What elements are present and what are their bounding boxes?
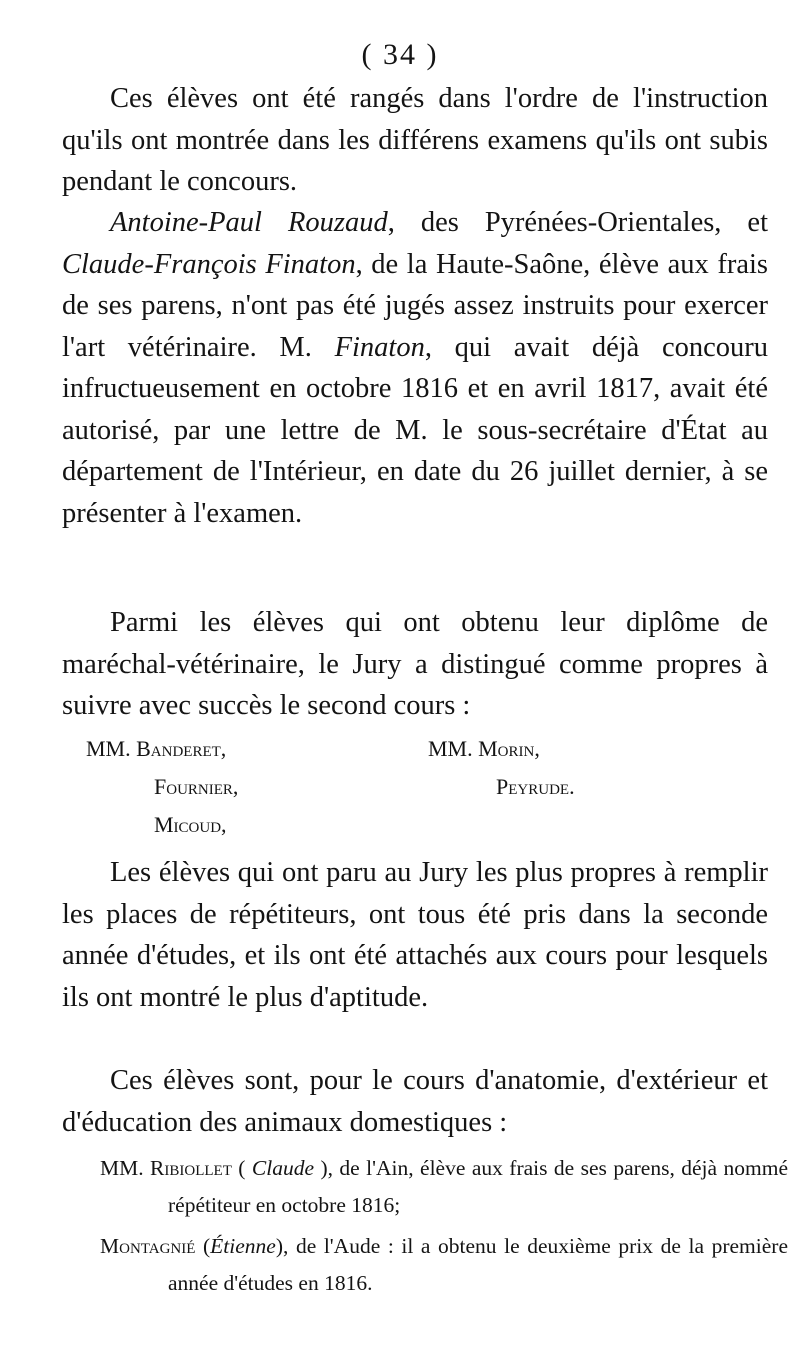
name-morin: MM. Morin, (428, 736, 540, 761)
name-micoud: Micoud, (154, 812, 227, 837)
list-item: Montagnié (Étienne), de l'Aude : il a obtenu le deuxième prix de la première année d'études en 1816. (100, 1234, 788, 1295)
paragraph-1-text: Ces élèves ont été rangés dans l'ordre de l'instruction qu'ils ont montrée dans les différens examens qu'ils ont subis pendant le concours. (62, 83, 768, 197)
name-peyrude: Peyrude. (496, 774, 575, 799)
list-item: MM. Ribiollet ( Claude ), de l'Ain, élève aux frais de ses parens, déjà nommé répétiteur en octobre 1816; (100, 1156, 788, 1217)
paragraph-2-part-1: , des Pyrénées-Orientales, et (387, 207, 768, 238)
paragraph-3-text: Parmi les élèves qui ont obtenu leur diplôme de maréchal-vétérinaire, le Jury a distingué comme propres à suivre avec succès le second cours : (62, 607, 768, 721)
page-number: ( 34 ) (361, 38, 439, 71)
paragraph-2-part-3: , qui avait déjà concouru infructueusement en octobre 1816 et en avril 1817, avait été autorisé, par une lettre de M. le sous-secrétaire d'État au département de l'Intérieur, en date du 26 juillet dernier, à se présenter à l'examen. (62, 331, 769, 529)
paragraph-4-text: Les élèves qui ont paru au Jury les plus propres à remplir les places de répétiteurs, ont tous été pris dans la seconde année d'études, et ils ont été attachés aux cours pour lesquels ils ont montré le plus d'aptitude. (62, 857, 768, 1013)
paragraph-courses (62, 1060, 768, 1143)
names-column-right (428, 730, 575, 806)
person-name-finaton: Claude-François Finaton (62, 248, 356, 280)
firstname-etienne: Étienne (210, 1234, 276, 1258)
paragraph-2-part-2: , de la Haute-Saône, élève aux frais de ses parens, n'ont pas été jugés assez instruits pour exercer l'art vétérinaire. M. (62, 248, 768, 363)
paragraph-2-text (62, 202, 768, 534)
name-fournier: Fournier, (154, 774, 239, 799)
names-column-left (86, 730, 238, 844)
surname-ribiollet: Ribiollet (150, 1156, 232, 1180)
repetiteurs-list (100, 1150, 788, 1302)
paragraph-repetiteurs (62, 852, 768, 1018)
paragraph-rank-order (62, 78, 768, 203)
person-name-rouzaud: Antoine-Paul Rouzaud (110, 207, 388, 238)
paragraph-distinguished-intro (62, 602, 768, 727)
person-name-finaton-short: Finaton (334, 331, 425, 363)
firstname-claude: Claude (251, 1156, 315, 1180)
surname-montagnie: Montagnié (100, 1234, 196, 1258)
paragraph-5-text: Ces élèves sont, pour le cours d'anatomie, d'extérieur et d'éducation des animaux domestiques : (62, 1065, 768, 1138)
paragraph-not-qualified (62, 202, 768, 534)
name-banderet: MM. Banderet, (86, 736, 227, 761)
